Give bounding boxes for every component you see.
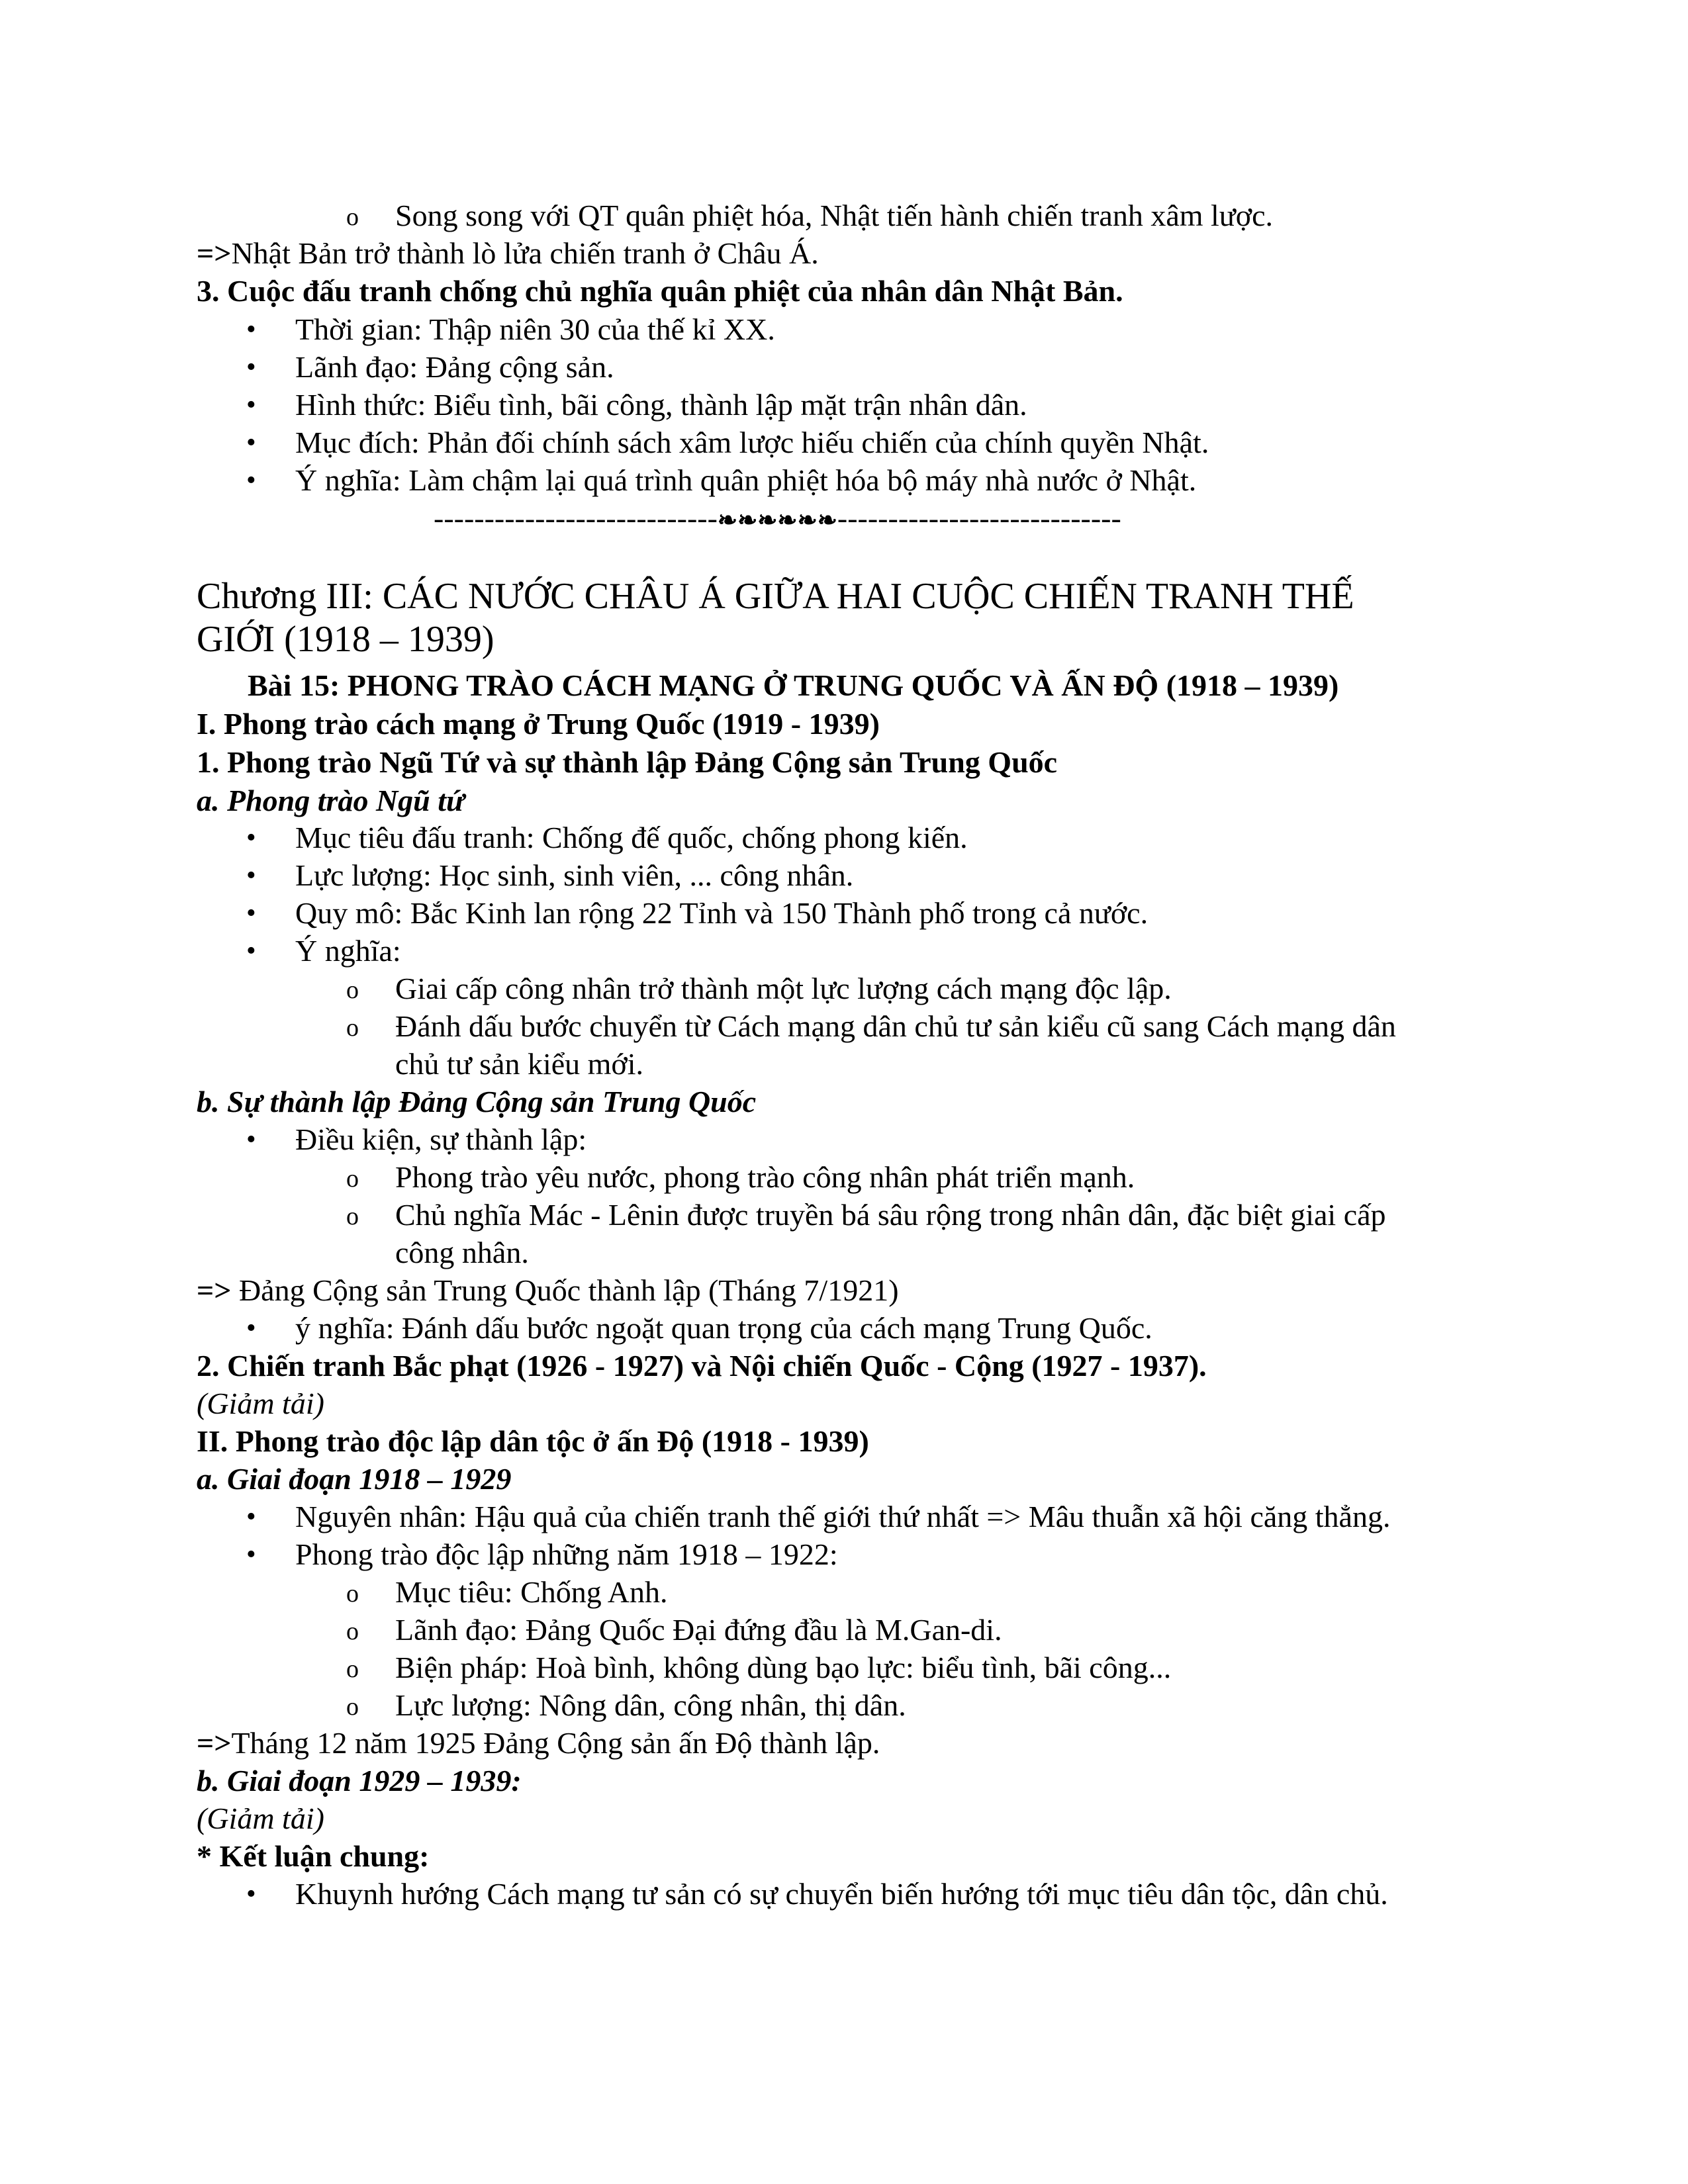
arrow: =>	[197, 1726, 232, 1760]
text: Khuynh hướng Cách mạng tư sản có sự chuyển biến hướng tới mục tiêu dân tộc, dân chủ.	[295, 1877, 1388, 1911]
text: Mục tiêu đấu tranh: Chống đế quốc, chống phong kiến.	[295, 821, 968, 854]
bullet-icon: •	[246, 314, 256, 345]
arrow: =>	[197, 236, 232, 270]
section-heading: 3. Cuộc đấu tranh chống chủ nghĩa quân phiệt của nhân dân Nhật Bản.	[197, 274, 1123, 308]
subsection-heading: b. Sự thành lập Đảng Cộng sản Trung Quốc	[197, 1085, 757, 1118]
bullet-icon: •	[246, 936, 256, 966]
chapter-title-line-1: Chương III: CÁC NƯỚC CHÂU Á GIỮA HAI CUỘC CHIẾN TRANH THẾ	[197, 576, 1354, 617]
divider-dashes-left: ----------------------------	[434, 501, 718, 535]
subsection-heading: b. Giai đoạn 1929 – 1939:	[197, 1764, 522, 1797]
circle-bullet-icon: o	[346, 1014, 359, 1042]
text: Mục đích: Phản đối chính sách xâm lược hiếu chiến của chính quyền Nhật.	[295, 426, 1209, 459]
bullet-icon: •	[246, 898, 256, 929]
circle-bullet-icon: o	[346, 1617, 359, 1645]
circle-bullet-icon: o	[346, 1165, 359, 1193]
bullet-icon: •	[246, 823, 256, 853]
conclusion-line	[197, 1725, 880, 1762]
conclusion-line	[197, 235, 819, 272]
subsection-heading: 2. Chiến tranh Bắc phạt (1926 - 1927) và Nội chiến Quốc - Cộng (1927 - 1937).	[197, 1349, 1207, 1383]
text: Nhật Bản trở thành lò lửa chiến tranh ở Châu Á.	[231, 236, 819, 270]
circle-bullet-icon: o	[346, 203, 359, 231]
conclusion-heading: * Kết luận chung:	[197, 1839, 430, 1873]
text: Biện pháp: Hoà bình, không dùng bạo lực: biểu tình, bãi công...	[395, 1651, 1172, 1684]
reduced-note: (Giảm tải)	[197, 1387, 324, 1420]
text: Ý nghĩa:	[295, 934, 401, 968]
text: Điều kiện, sự thành lập:	[295, 1122, 587, 1156]
circle-bullet-icon: o	[346, 976, 359, 1004]
subsection-heading: a. Phong trào Ngũ tứ	[197, 784, 465, 817]
bullet-icon: •	[246, 1502, 256, 1532]
sub-bullet-continuation: công nhân.	[395, 1236, 529, 1269]
text: Quy mô: Bắc Kinh lan rộng 22 Tỉnh và 150 Thành phố trong cả nước.	[295, 896, 1149, 930]
arrow: =>	[197, 1273, 232, 1307]
bullet-icon: •	[246, 1539, 256, 1570]
bullet-icon: •	[246, 352, 256, 383]
divider-dashes-right: ----------------------------	[837, 501, 1121, 535]
ornament-icon: ❧❧❧❧❧❧	[717, 507, 837, 533]
bullet-icon: •	[246, 1124, 256, 1155]
subsection-heading: 1. Phong trào Ngũ Tứ và sự thành lập Đảng Cộng sản Trung Quốc	[197, 745, 1058, 779]
text: Tháng 12 năm 1925 Đảng Cộng sản ấn Độ thành lập.	[231, 1726, 880, 1760]
sub-bullet-continuation: chủ tư sản kiểu mới.	[395, 1047, 644, 1081]
text: Thời gian: Thập niên 30 của thế kỉ XX.	[295, 312, 775, 346]
bullet-icon: •	[246, 465, 256, 496]
bullet-icon: •	[246, 860, 256, 891]
conclusion-line	[197, 1272, 899, 1309]
subsection-heading: a. Giai đoạn 1918 – 1929	[197, 1462, 512, 1496]
section-heading: II. Phong trào độc lập dân tộc ở ấn Độ (1918 - 1939)	[197, 1424, 869, 1458]
text: Phong trào độc lập những năm 1918 – 1922:	[295, 1537, 838, 1571]
bullet-icon: •	[246, 428, 256, 458]
text: Chủ nghĩa Mác - Lênin được truyền bá sâu rộng trong nhân dân, đặc biệt giai cấp	[395, 1198, 1386, 1232]
text: Lãnh đạo: Đảng cộng sản.	[295, 350, 614, 384]
text: Mục tiêu: Chống Anh.	[395, 1575, 668, 1609]
chapter-title-line-2: GIỚI (1918 – 1939)	[197, 619, 494, 660]
circle-bullet-icon: o	[346, 1655, 359, 1683]
circle-bullet-icon: o	[346, 1693, 359, 1721]
text: Lãnh đạo: Đảng Quốc Đại đứng đầu là M.Gan-di.	[395, 1613, 1002, 1647]
text: Đánh dấu bước chuyển từ Cách mạng dân chủ tư sản kiểu cũ sang Cách mạng dân	[395, 1009, 1396, 1043]
text: Lực lượng: Nông dân, công nhân, thị dân.	[395, 1688, 906, 1722]
circle-bullet-icon: o	[346, 1580, 359, 1608]
section-divider	[434, 500, 1121, 539]
text: Đảng Cộng sản Trung Quốc thành lập (Tháng 7/1921)	[231, 1273, 899, 1307]
bullet-icon: •	[246, 1313, 256, 1343]
text: Hình thức: Biểu tình, bãi công, thành lập mặt trận nhân dân.	[295, 388, 1027, 422]
reduced-note: (Giảm tải)	[197, 1801, 324, 1835]
text: Phong trào yêu nước, phong trào công nhân phát triển mạnh.	[395, 1160, 1135, 1194]
text: Ý nghĩa: Làm chậm lại quá trình quân phiệt hóa bộ máy nhà nước ở Nhật.	[295, 463, 1197, 497]
text: ý nghĩa: Đánh dấu bước ngoặt quan trọng của cách mạng Trung Quốc.	[295, 1311, 1152, 1345]
text: Nguyên nhân: Hậu quả của chiến tranh thế giới thứ nhất => Mâu thuẫn xã hội căng thẳng.	[295, 1500, 1391, 1533]
bullet-icon: •	[246, 1879, 256, 1909]
lesson-title: Bài 15: PHONG TRÀO CÁCH MẠNG Ở TRUNG QUỐC VÀ ẤN ĐỘ (1918 – 1939)	[248, 668, 1339, 702]
text: Song song với QT quân phiệt hóa, Nhật tiến hành chiến tranh xâm lược.	[395, 199, 1273, 232]
text: Lực lượng: Học sinh, sinh viên, ... công nhân.	[295, 858, 854, 892]
bullet-icon: •	[246, 390, 256, 420]
section-heading: I. Phong trào cách mạng ở Trung Quốc (1919 - 1939)	[197, 707, 880, 741]
circle-bullet-icon: o	[346, 1203, 359, 1230]
text: Giai cấp công nhân trở thành một lực lượng cách mạng độc lập.	[395, 972, 1172, 1005]
